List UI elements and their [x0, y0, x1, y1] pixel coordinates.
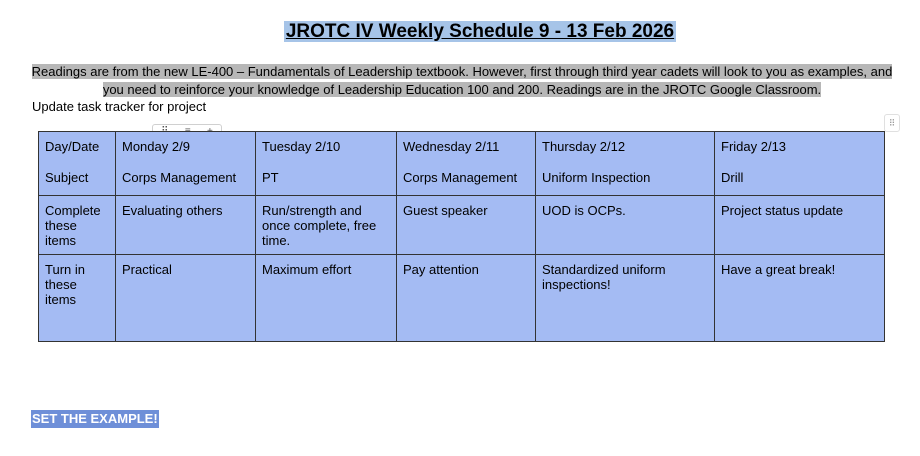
table-row — [39, 255, 885, 342]
document-title[interactable]: JROTC IV Weekly Schedule 9 - 13 Feb 2026 — [285, 21, 675, 42]
day-subject: PT — [262, 170, 279, 185]
footer-motto[interactable]: SET THE EXAMPLE! — [32, 411, 158, 426]
table-cell[interactable]: Evaluating others — [116, 196, 256, 255]
header-cell-monday[interactable] — [116, 132, 256, 196]
header-label-cell[interactable] — [39, 132, 116, 196]
day-date: Friday 2/13 — [721, 139, 787, 154]
day-subject: Corps Management — [403, 170, 518, 185]
schedule-table — [38, 131, 885, 342]
subject-label: Subject — [45, 170, 89, 185]
title-container — [0, 20, 920, 44]
header-cell-wednesday[interactable] — [397, 132, 536, 196]
table-cell[interactable]: Run/strength and once complete, free time. — [256, 196, 397, 255]
row-label-cell[interactable]: Complete these items — [39, 196, 116, 255]
day-date: Monday 2/9 — [122, 139, 190, 154]
row-label-cell[interactable]: Turn in these items — [39, 255, 116, 342]
table-grip-icon[interactable]: ⠿ — [884, 114, 900, 132]
day-date: Tuesday 2/10 — [262, 139, 341, 154]
day-date: Thursday 2/12 — [542, 139, 626, 154]
day-subject: Drill — [721, 170, 744, 185]
intro-text: Readings are from the new LE-400 – Fundamentals of Leadership textbook. However, first through third year cadets will look to you as examples, and you need to reinforce your knowledge of Leadership Education 100 and 200. Readings are in the JROTC Google Classroom. — [31, 64, 893, 97]
header-cell-friday[interactable] — [715, 132, 885, 196]
day-date-label: Day/Date — [45, 139, 100, 154]
table-cell[interactable]: Project status update — [715, 196, 885, 255]
day-date: Wednesday 2/11 — [403, 139, 500, 154]
table-row — [39, 196, 885, 255]
table-cell[interactable]: Practical — [116, 255, 256, 342]
table-cell[interactable]: Have a great break! — [715, 255, 885, 342]
day-subject: Uniform Inspection — [542, 170, 651, 185]
table-cell[interactable]: Guest speaker — [397, 196, 536, 255]
table-cell[interactable]: Maximum effort — [256, 255, 397, 342]
table-cell[interactable]: Standardized uniform inspections! — [536, 255, 715, 342]
header-cell-tuesday[interactable] — [256, 132, 397, 196]
header-row — [39, 132, 885, 196]
table-cell[interactable]: Pay attention — [397, 255, 536, 342]
table-cell[interactable]: UOD is OCPs. — [536, 196, 715, 255]
header-cell-thursday[interactable] — [536, 132, 715, 196]
task-line[interactable]: Update task tracker for project — [32, 99, 207, 114]
intro-paragraph[interactable] — [22, 63, 902, 99]
day-subject: Corps Management — [122, 170, 237, 185]
